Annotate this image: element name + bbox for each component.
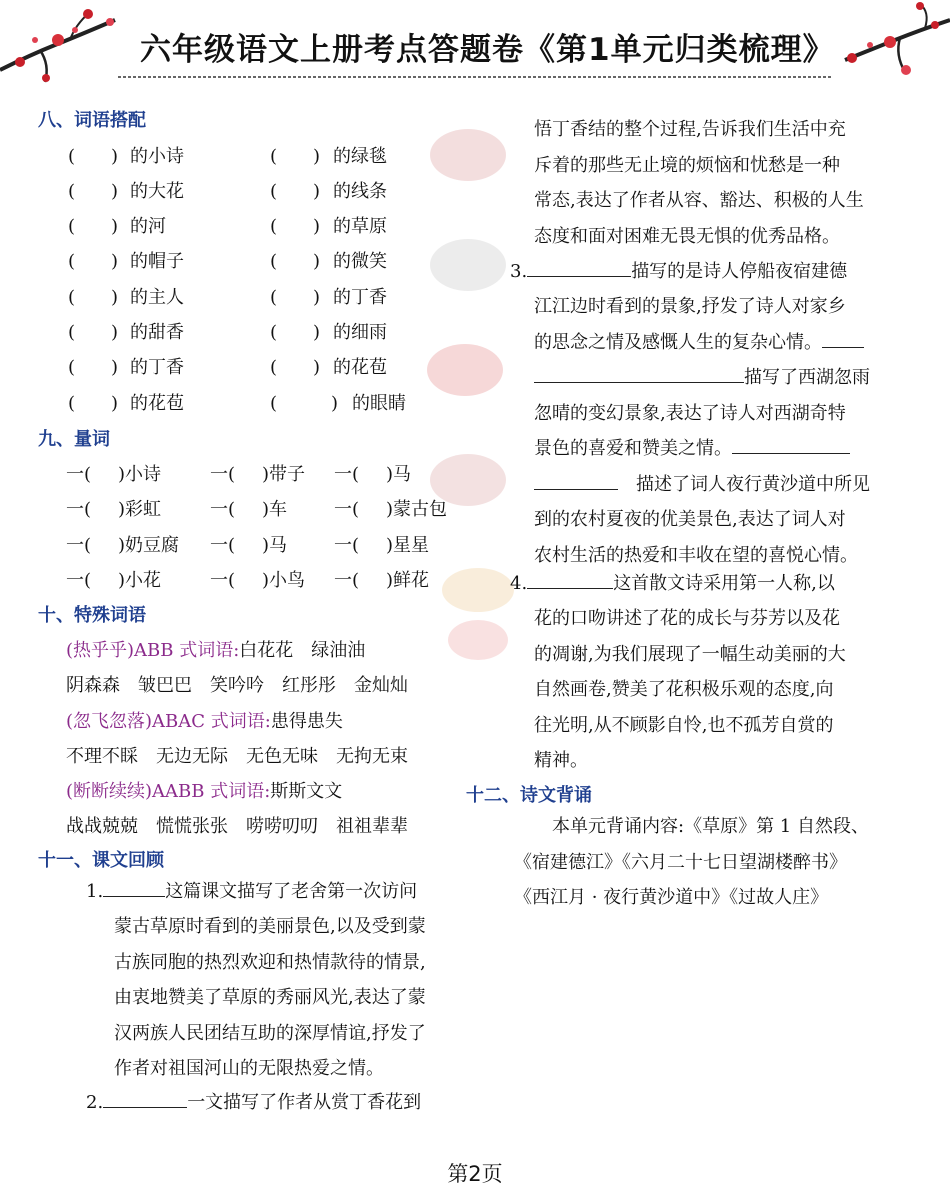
item-number: 2. [86, 1092, 104, 1113]
answer-blank [534, 364, 744, 383]
blank-paren: ( ) [68, 146, 119, 167]
measure-item: )星星 [386, 535, 430, 556]
text-line: 这首散文诗采用第一人称,以 [613, 573, 835, 594]
collocation-item: 的花苞 [130, 393, 184, 414]
section-11-title: 十一、课文回顾 [38, 850, 164, 871]
blank-paren: ( ) [68, 251, 119, 272]
lantern-decoration [428, 235, 508, 295]
text-line: 《西江月 · 夜行黄沙道中》《过故人庄》 [514, 887, 829, 908]
answer-blank [103, 878, 165, 897]
text-line: 江江边时看到的景象,抒发了诗人对家乡 [534, 296, 846, 317]
blank-paren: ( ) [270, 251, 321, 272]
text-line: 作者对祖国河山的无限热爱之情。 [114, 1058, 384, 1079]
answer-blank [822, 329, 864, 348]
abac-examples: 患得患失 [270, 711, 343, 732]
text-line: 这篇课文描写了老舍第一次访问 [165, 881, 418, 902]
blank-paren: ( ) [270, 287, 321, 308]
collocation-item: 的帽子 [130, 251, 184, 272]
text-line: 斥着的那些无止境的烦恼和忧愁是一种 [534, 154, 840, 176]
abac-examples-2: 不理不睬 无边无际 无色无味 无拘无束 [66, 746, 408, 767]
abb-examples-2: 阴森森 皱巴巴 笑吟吟 红彤彤 金灿灿 [66, 675, 408, 696]
blank-paren: ( ) [68, 393, 119, 414]
collocation-item: 的绿毯 [333, 146, 387, 167]
blank-paren: ( ) [270, 146, 321, 167]
section-9-title: 九、量词 [38, 429, 110, 450]
text-line: 忽晴的变幻景象,表达了诗人对西湖奇特 [534, 402, 846, 424]
text-line: 描写的是诗人停船夜宿建德 [631, 261, 848, 282]
abb-examples: 白花花 绿油油 [239, 640, 366, 661]
collocation-item: 的甜香 [130, 322, 184, 343]
measure-prefix: 一( [334, 464, 360, 485]
collocation-item: 的丁香 [130, 357, 184, 378]
blank-paren: ( ) [68, 357, 119, 378]
blank-paren: ( ) [68, 322, 119, 343]
plum-blossom-decoration-right [840, 0, 950, 80]
text-line: 自然画卷,赞美了花积极乐观的态度,向 [534, 679, 834, 700]
text-line: 一文描写了作者从赏丁香花到 [187, 1092, 422, 1113]
measure-item: )蒙古包 [386, 499, 448, 520]
aabb-label: (断断续续)AABB 式词语: [66, 781, 271, 802]
measure-prefix: 一( [210, 570, 236, 591]
measure-prefix: 一( [334, 570, 360, 591]
lantern-decoration [428, 125, 508, 185]
page-title: 六年级语文上册考点答题卷《第1单元归类梳理》 [140, 32, 835, 68]
section-8-title: 八、词语搭配 [38, 110, 146, 131]
text-line: 蒙古草原时看到的美丽景色,以及受到蒙 [114, 916, 426, 937]
measure-item: )小花 [118, 570, 162, 591]
blank-paren: ( ) [68, 287, 119, 308]
measure-prefix: 一( [66, 535, 92, 556]
text-line: 本单元背诵内容:《草原》第 1 自然段、 [552, 816, 869, 837]
blank-paren: ( ) [270, 393, 339, 414]
text-line: 汉两族人民团结互助的深厚情谊,抒发了 [114, 1022, 426, 1044]
text-line: 古族同胞的热烈欢迎和热情款待的情景, [114, 951, 426, 973]
collocation-item: 的小诗 [130, 146, 184, 167]
review-item-2 [86, 1085, 421, 1121]
measure-item: )小鸟 [262, 570, 306, 591]
answer-blank [103, 1089, 187, 1108]
abac-label: (忽飞忽落)ABAC 式词语: [66, 711, 271, 732]
measure-prefix: 一( [66, 570, 92, 591]
measure-prefix: 一( [210, 499, 236, 520]
text-line [534, 360, 870, 396]
blank-paren: ( ) [68, 216, 119, 237]
section-12-title: 十二、诗文背诵 [466, 785, 592, 806]
section-10-title: 十、特殊词语 [38, 605, 146, 626]
text-line: 常态,表达了作者从容、豁达、积极的人生 [534, 190, 864, 211]
collocation-item: 的细雨 [333, 322, 387, 343]
text-line: 到的农村夏夜的优美景色,表达了词人对 [534, 509, 846, 530]
item-number: 1. [86, 881, 104, 902]
blank-paren: ( ) [270, 322, 321, 343]
collocation-item: 的河 [130, 216, 166, 237]
aabb-examples: 斯斯文文 [270, 781, 343, 802]
text-line [534, 325, 870, 361]
text-line: 花的口吻讲述了花的成长与芬芳以及花 [534, 608, 840, 629]
answer-blank [732, 435, 850, 454]
collocation-item: 的主人 [130, 287, 184, 308]
text-line: 由衷地赞美了草原的秀丽风光,表达了蒙 [114, 987, 426, 1008]
text-line-part: 的思念之情及感慨人生的复杂心情。 [534, 331, 822, 353]
plum-blossom-decoration-left [0, 0, 130, 90]
text-line-part: 景色的喜爱和赞美之情。 [534, 438, 732, 459]
text-line-part: 描述了词人夜行黄沙道中所见 [636, 473, 870, 495]
lantern-decoration [425, 340, 505, 400]
item-number: 3. [510, 261, 528, 282]
item-number: 4. [510, 573, 528, 594]
abb-label: (热乎乎)ABB 式词语: [66, 640, 240, 661]
answer-blank [527, 570, 613, 589]
page-number: 第2页 [447, 1162, 503, 1186]
aabb-line [66, 777, 342, 803]
aabb-examples-2: 战战兢兢 慌慌张张 唠唠叨叨 祖祖辈辈 [66, 816, 408, 837]
text-line: 《宿建德江》《六月二十七日望湖楼醉书》 [514, 851, 847, 873]
blank-paren: ( ) [68, 181, 119, 202]
blank-paren: ( ) [270, 216, 321, 237]
review-item-1 [86, 874, 417, 910]
review-item-3-body [534, 289, 870, 573]
recitation-content [514, 809, 869, 916]
measure-item: )鲜花 [386, 570, 430, 591]
collocation-item: 的大花 [130, 181, 184, 202]
text-line: 的凋谢,为我们展现了一幅生动美丽的大 [534, 643, 846, 665]
collocation-item: 的丁香 [333, 287, 387, 308]
measure-prefix: 一( [334, 499, 360, 520]
text-line [534, 431, 870, 467]
review-item-3 [510, 254, 847, 290]
text-line: 往光明,从不顾影自怜,也不孤芳自赏的 [534, 714, 834, 736]
measure-item: )小诗 [118, 464, 162, 485]
answer-blank [534, 471, 618, 490]
text-line: 精神。 [534, 750, 588, 771]
text-line: 农村生活的热爱和丰收在望的喜悦心情。 [534, 544, 858, 566]
blank-paren: ( ) [270, 357, 321, 378]
text-line [534, 467, 870, 503]
review-item-1-body [114, 909, 426, 1087]
measure-prefix: 一( [210, 535, 236, 556]
collocation-item: 的草原 [333, 216, 387, 237]
measure-prefix: 一( [334, 535, 360, 556]
text-line-part: 描写了西湖忽雨 [744, 367, 870, 388]
review-item-4 [510, 566, 835, 602]
blank-paren: ( ) [270, 181, 321, 202]
collocation-item: 的眼睛 [352, 393, 406, 414]
answer-blank [527, 258, 631, 277]
measure-prefix: 一( [66, 499, 92, 520]
text-line: 悟丁香结的整个过程,告诉我们生活中充 [534, 119, 846, 140]
collocation-item: 的线条 [333, 181, 387, 202]
lantern-decoration [438, 560, 518, 670]
measure-item: )彩虹 [118, 499, 162, 520]
measure-item: )带子 [262, 464, 306, 485]
review-item-2-continued [534, 112, 864, 254]
abb-line [66, 636, 365, 662]
measure-item: )马 [262, 535, 288, 556]
collocation-item: 的花苞 [333, 357, 387, 378]
measure-prefix: 一( [210, 464, 236, 485]
measure-item: )奶豆腐 [118, 535, 180, 556]
review-item-4-body [534, 601, 846, 779]
title-divider [118, 72, 832, 82]
measure-item: )车 [262, 499, 288, 520]
text-line: 态度和面对困难无畏无惧的优秀品格。 [534, 225, 840, 247]
measure-prefix: 一( [66, 464, 92, 485]
abac-line [66, 707, 343, 733]
collocation-item: 的微笑 [333, 251, 387, 272]
measure-item: )马 [386, 464, 412, 485]
